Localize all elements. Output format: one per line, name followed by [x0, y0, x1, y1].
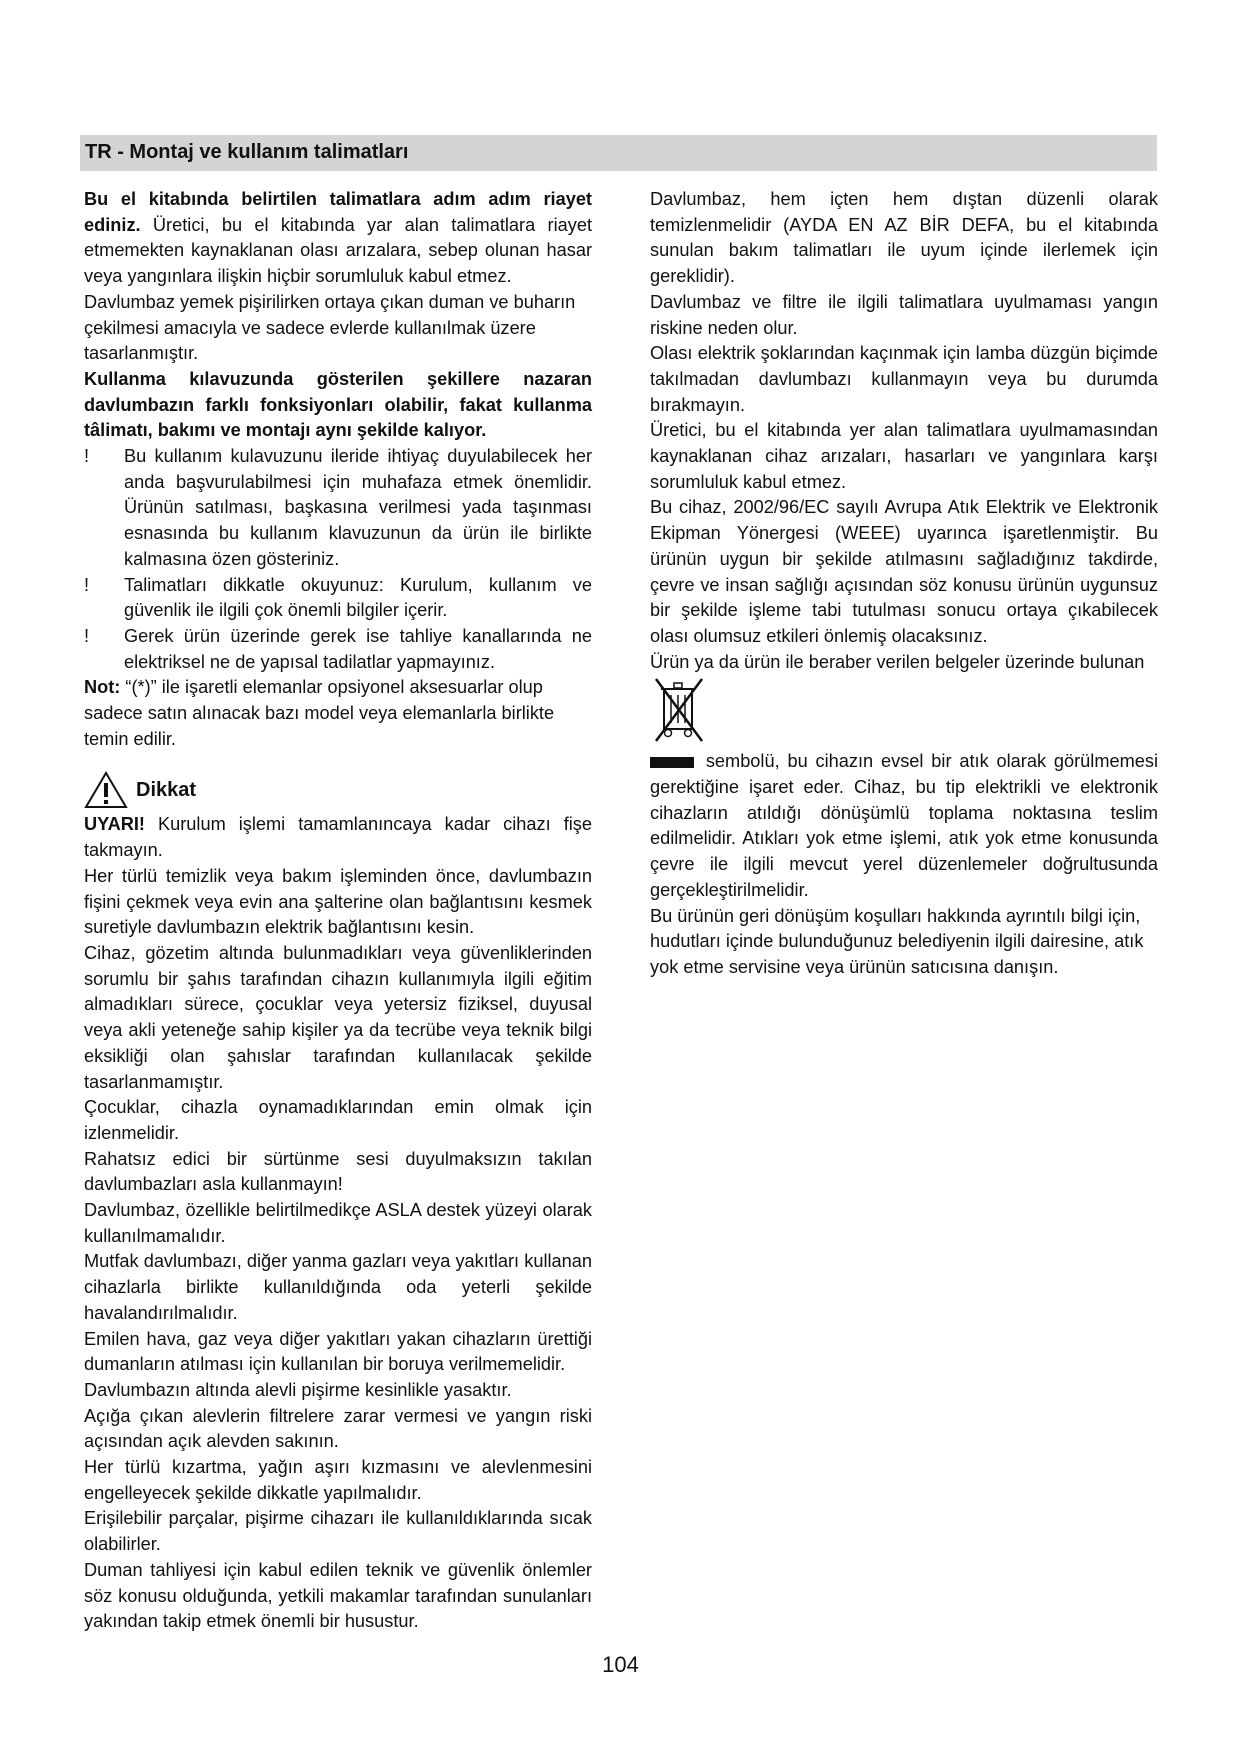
safety-paragraph: Davlumbazın altında alevli pişirme kesinlikle yasaktır.	[84, 1379, 512, 1400]
weee-bar-icon	[650, 757, 694, 768]
maintenance-paragraph: Üretici, bu el kitabında yer alan talimatlara uyulmamasından kaynaklanan cihaz arızaları, hasarları ve yangınlara karşı sorumluluk kabul etmez.	[650, 420, 1158, 492]
safety-paragraph: Her türlü temizlik veya bakım işleminden önce, davlumbazın fişini çekmek veya evin ana şalterine olan bağlantısını kesmek suretiyle davlumbazın elektrik bağlantısını kesin.	[84, 865, 592, 938]
intro-paragraph	[84, 187, 592, 290]
intro-bold: Bu el kitabında belirtilen talimatlara adım adım riayet ediniz.	[84, 189, 592, 235]
note-text: “(*)” ile işaretli elemanlar opsiyonel aksesuarlar olup sadece satın alınacak bazı model veya elemanlarla birlikte temin edilir.	[84, 677, 555, 749]
warning-heading	[84, 768, 592, 812]
safety-paragraph: Erişilebilir parçalar, pişirme cihazarı ile kullanıldıklarında sıcak olabilirler.	[84, 1508, 592, 1555]
safety-paragraph: Açığa çıkan alevlerin filtrelere zarar vermesi ve yangın riski açısından açık alevden sakının.	[84, 1405, 592, 1452]
warning-triangle-icon	[84, 771, 128, 809]
bullet-item	[84, 624, 592, 675]
bullet-mark: !	[84, 446, 90, 467]
section-header	[80, 135, 1157, 171]
section-title: TR - Montaj ve kullanım talimatları	[85, 141, 409, 163]
left-column	[84, 187, 592, 1635]
weee-text: sembolü, bu cihazın evsel bir atık olarak görülmemesi gerektiğine işaret eder. Cihaz, bu tip elektrikli ve elektronik cihazların atıldığı dönüşümlü toplama noktasına teslim edilmelidir. Atıkları yok etme işlemi, atık yok etme konusunda çevre ile ilgili mevcut yerel düzenlemeler doğrultusunda gerçekleştirilmelidir.	[650, 751, 1158, 900]
warning-text: Kurulum işlemi tamamlanıncaya kadar cihazı fişe takmayın.	[84, 814, 592, 861]
bullet-text: Bu kullanım kulavuzunu ileride ihtiyaç duyulabilecek her anda başvurulabilmesi için muhafaza etmek önemlidir. Ürünün satılması, başkasına verilmesi yada taşınması esnasında bu kullanım klavuzunun da ürün ile birlikte kalmasına özen gösteriniz.	[124, 446, 592, 569]
maintenance-paragraph: Olası elektrik şoklarından kaçınmak için lamba düzgün biçimde takılmadan davlumbazı kullanmayın veya bu durumda bırakmayın.	[650, 343, 1158, 415]
bullet-text: Gerek ürün üzerinde gerek ise tahliye kanallarında ne elektriksel ne de yapısal tadilatlar yapmayınız.	[124, 625, 592, 672]
safety-paragraph: Duman tahliyesi için kabul edilen teknik ve güvenlik önlemler söz konusu olduğunda, yetkili makamlar tarafından sunulanları yakından takip etmek önemli bir husustur.	[84, 1559, 592, 1632]
recycling-paragraph: Bu ürünün geri dönüşüm koşulları hakkında ayrıntılı bilgi için, hudutları içinde bulunduğunuz belediyenin ilgili dairesine, atık yok etme servisine veya ürünün satıcısına danışın.	[650, 905, 1144, 977]
safety-paragraph: Davlumbaz, özellikle belirtilmedikçe ASLA destek yüzeyi olarak kullanılmamalıdır.	[84, 1200, 592, 1246]
note-paragraph	[84, 675, 592, 752]
safety-paragraph: Mutfak davlumbazı, diğer yanma gazları veya yakıtları kullanan cihazlarla birlikte kullanıldığında oda yeterli şekilde havalandırılmalıdır.	[84, 1251, 592, 1323]
safety-paragraph: Rahatsız edici bir sürtünme sesi duyulmaksızın takılan davlumbazları asla kullanmayın!	[84, 1148, 592, 1195]
warning-label: UYARI!	[84, 814, 145, 835]
warning-title: Dikkat	[136, 778, 197, 801]
safety-paragraph: Çocuklar, cihazla oynamadıklarından emin olmak için izlenmelidir.	[84, 1097, 592, 1143]
function-note-paragraph: Kullanma kılavuzunda gösterilen şekillere nazaran davlumbazın farklı fonksiyonları olabilir, fakat kullanma tâlimatı, bakımı ve montajı aynı şekilde kalıyor.	[84, 368, 592, 441]
weee-paragraph: Bu cihaz, 2002/96/EC sayılı Avrupa Atık Elektrik ve Elektronik Ekipman Yönergesi (WEEE) uyarınca işaretlenmiştir. Bu ürünün uygun bir şekilde atılmasını sağladığınız takdirde, çevre ve insan sağlığı açısından söz konusu ürünün uygunsuz bir şekilde işleme tabi tutulması sonucu ortaya çıkabilecek olası olumsuz etkileri önlemiş olacaksınız.	[650, 497, 1158, 646]
intro-text: Üretici, bu el kitabında yar alan talimatlara riayet etmemekten kaynaklanan olası arızalara, sebep olunan hasar veya yangınlara ilişkin hiçbir sorumluluk kabul etmez.	[84, 214, 592, 287]
crossed-bin-icon	[650, 675, 710, 745]
safety-paragraph: Her türlü kızartma, yağın aşırı kızmasını ve alevlenmesini engelleyecek şekilde dikkatle yapılmalıdır.	[84, 1457, 592, 1503]
bullet-mark: !	[84, 625, 90, 646]
bullet-text: Talimatları dikkatle okuyunuz: Kurulum, kullanım ve güvenlik ile ilgili çok önemli bilgiler içerir.	[124, 574, 592, 621]
bullet-item	[84, 573, 592, 624]
weee-explanation	[650, 749, 1158, 903]
weee-intro: Ürün ya da ürün ile beraber verilen belgeler üzerinde bulunan	[650, 651, 1145, 672]
page-number: 104	[602, 1652, 639, 1677]
usage-paragraph: Davlumbaz yemek pişirilirken ortaya çıkan duman ve buharın çekilmesi amacıyla ve sadece evlerde kullanılmak üzere tasarlanmıştır.	[84, 291, 576, 364]
bullet-mark: !	[84, 574, 90, 595]
maintenance-paragraph: Davlumbaz ve filtre ile ilgili talimatlara uyulmaması yangın riskine neden olur.	[650, 291, 1158, 338]
note-label: Not:	[84, 677, 121, 698]
maintenance-paragraph: Davlumbaz, hem içten hem dıştan düzenli olarak temizlenmelidir (AYDA EN AZ BİR DEFA, bu el kitabında sunulan bakım talimatları ile uyum içinde ilerlemek için gereklidir).	[650, 189, 1158, 287]
weee-symbol-row	[650, 675, 1158, 749]
warning-paragraph	[84, 812, 592, 863]
right-column	[650, 187, 1158, 981]
safety-paragraph: Cihaz, gözetim altında bulunmadıkları veya güvenliklerinden sorumlu bir şahıs tarafından cihazın kullanımıyla ilgili eğitim almadıkları sürece, çocuklar veya yetersiz fiziksel, duyusal veya akli yeteneğe sahip kişiler ya da tecrübe veya teknik bilgi eksikliği olan şahıslar tarafından kullanılacak şekilde tasarlanmamıştır.	[84, 942, 592, 1092]
bullet-item	[84, 444, 592, 573]
safety-paragraph: Emilen hava, gaz veya diğer yakıtları yakan cihazların ürettiği dumanların atılması için kullanılan bir boruya verilmemelidir.	[84, 1328, 592, 1375]
